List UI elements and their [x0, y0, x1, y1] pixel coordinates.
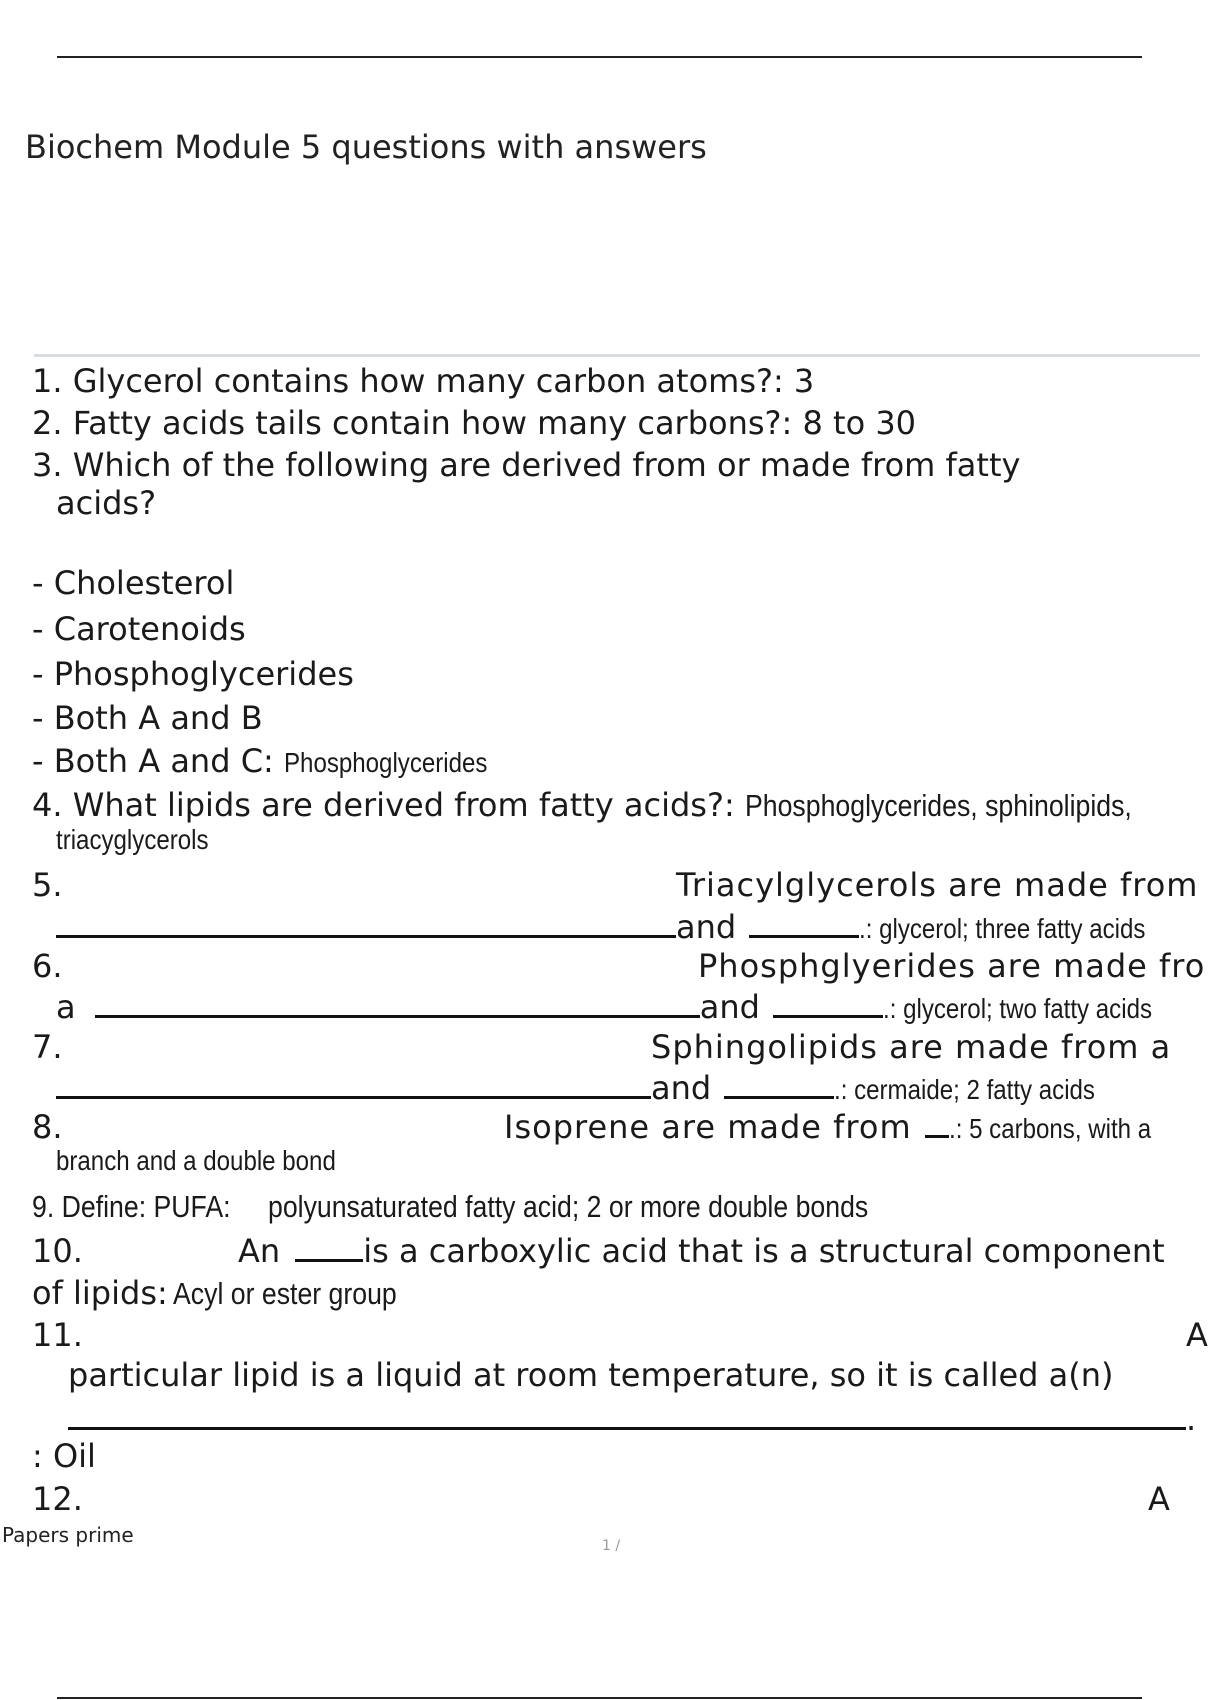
question-2: 2. Fatty acids tails contain how many carbons?: 8 to 30 [32, 404, 917, 442]
option-item: - Both A and B [32, 699, 263, 737]
question-8-number: 8. [32, 1108, 63, 1146]
answer-text: .: glycerol; two fatty acids [883, 993, 1153, 1024]
question-11-answer: : Oil [32, 1437, 96, 1475]
option-item-with-answer [32, 742, 521, 780]
answer-text: .: cermaide; 2 fatty acids [834, 1074, 1096, 1105]
fill-blank [56, 1072, 651, 1099]
question-7-blanks [56, 1069, 1138, 1107]
question-7-text: Sphingolipids are made from a [651, 1028, 1172, 1066]
and-text: and [699, 988, 760, 1026]
question-8-text [504, 1108, 1184, 1146]
fill-blank [749, 911, 859, 938]
question-11-right: A [1186, 1316, 1208, 1354]
answer-text: Phosphoglycerides [283, 747, 488, 778]
question-11-blank [68, 1400, 1196, 1438]
question-6-blanks [56, 988, 1196, 1026]
question-5-blanks [56, 908, 1192, 946]
fill-blank [68, 1403, 1186, 1430]
fill-blank [773, 991, 883, 1018]
answer-text: .: 5 carbons, with a [948, 1113, 1151, 1144]
question-text: 9. Define: PUFA: [32, 1189, 231, 1224]
question-10-text [238, 1232, 1165, 1270]
answer-text: .: glycerol; three fatty acids [859, 913, 1146, 944]
article-text: a [56, 988, 76, 1026]
option-item: - Cholesterol [32, 564, 235, 602]
question-text: of lipids: [32, 1274, 168, 1312]
question-5-text: Triacylglycerols are made from [676, 866, 1199, 904]
question-7-number: 7. [32, 1028, 63, 1066]
bottom-rule [57, 1697, 1142, 1699]
question-12-right: A [1148, 1480, 1170, 1518]
fill-blank [724, 1072, 834, 1099]
option-text: - Both A and C: [32, 742, 274, 780]
answer-text: polyunsaturated fatty acid; 2 or more double bonds [267, 1189, 869, 1224]
answer-text: triacyglycerols [56, 824, 209, 855]
option-item: - Phosphoglycerides [32, 655, 354, 693]
question-12-number: 12. [32, 1480, 83, 1518]
and-text: and [676, 908, 737, 946]
page-number: 1 / [602, 1538, 621, 1554]
question-3-continued: acids? [56, 484, 157, 522]
option-item: - Carotenoids [32, 610, 246, 648]
fill-blank [56, 911, 676, 938]
question-6-text: Phosphglyerides are made fro [698, 947, 1206, 985]
question-text: Isoprene are made from [504, 1108, 912, 1146]
question-3: 3. Which of the following are derived from or made from fatty [32, 446, 1021, 484]
question-6-number: 6. [32, 947, 63, 985]
fill-blank [925, 1111, 949, 1138]
question-4-continued [56, 824, 233, 856]
question-text: 4. What lipids are derived from fatty acids?: [32, 786, 735, 824]
footer-brand: Papers prime [2, 1523, 134, 1547]
question-10-continued [32, 1274, 433, 1312]
question-5-number: 5. [32, 866, 63, 904]
section-divider [34, 354, 1200, 357]
fill-blank [295, 1235, 363, 1262]
question-text: is a carboxylic acid that is a structural component [363, 1232, 1165, 1270]
fill-blank [95, 991, 700, 1018]
question-8-continued [56, 1145, 381, 1177]
period-text: . [1186, 1400, 1197, 1438]
question-9 [32, 1189, 966, 1225]
and-text: and [651, 1069, 712, 1107]
question-10-number: 10. [32, 1232, 83, 1270]
question-11-text: particular lipid is a liquid at room temperature, so it is called a(n) [68, 1356, 1114, 1394]
top-rule [57, 56, 1142, 58]
answer-text: Acyl or ester group [172, 1276, 397, 1311]
question-11-number: 11. [32, 1316, 83, 1354]
document-title: Biochem Module 5 questions with answers [25, 128, 707, 166]
question-1: 1. Glycerol contains how many carbon atoms?: 3 [32, 362, 815, 400]
answer-text: branch and a double bond [56, 1145, 336, 1176]
article-text: An [238, 1232, 281, 1270]
question-4 [32, 786, 1195, 824]
answer-text: Phosphoglycerides, sphinolipids, [744, 788, 1132, 823]
